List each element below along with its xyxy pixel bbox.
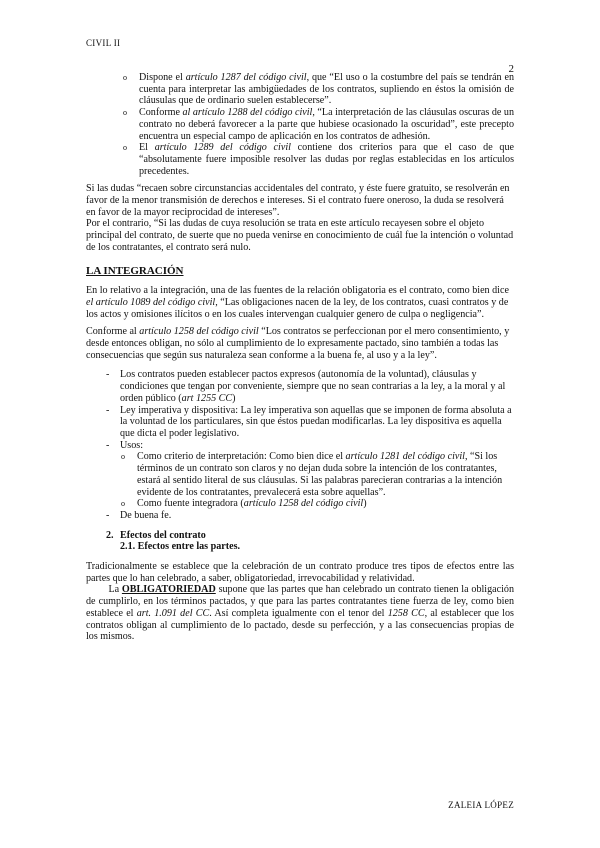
list-item: - Los contratos pueden establecer pactos expresos (autonomía de la voluntad), cláusulas y condiciones que tengan por conveniente, siempre que no sean contrarias a la ley, a la moral y al orden público (art 1255 CC) (106, 369, 506, 404)
circle-bullet-icon: o (121, 499, 125, 509)
legal-reference: art 1255 CC (181, 392, 233, 404)
legal-reference: artículo 1258 del código civil (139, 326, 259, 338)
circle-bullet-icon: o (123, 143, 127, 153)
paragraph-doubts: Si las dudas “recaen sobre circunstancias accidentales del contrato, y éste fuere gratuito, se resolverán en favor de la menor transmisión de derechos e intereses. Si el contrato fuere oneroso, la duda se resolverá en favor de la mayor reciprocidad de intereses”. (86, 183, 510, 218)
legal-reference: artículo 1287 del código civil (185, 72, 307, 83)
paragraph-1258: Conforme al artículo 1258 del código civil “Los contratos se perfeccionan por el mero consentimiento, y desde entonces obligan, no sólo al cumplimiento de lo expresamente pactado, sino también a todas las consecuencias que según sus naturaleza sean conforme a la buena fe, al uso y a la ley”. (86, 326, 510, 361)
legal-reference: artículo 1289 del código civil (154, 142, 291, 154)
dash-bullet-icon: - (106, 439, 110, 451)
running-footer: ZALEIA LÓPEZ (448, 800, 514, 810)
section-title: LA INTEGRACIÓN (86, 264, 184, 277)
legal-reference: art. 1.091 del CC (136, 607, 210, 619)
list-item: - Ley imperativa y dispositiva: La ley imperativa son aquellas que se imponen de forma absoluta a la voluntad de los particulares, sin que éstos puedan modificarlas. La ley dispositiva es aquella que dicta el poder legislativo. (106, 404, 512, 439)
list-item: o El artículo 1289 del código civil contiene dos criterios para que el caso de que “absolutamente fuere imposible resolver las dudas por reglas establecidas en los artículos precedentes. (123, 142, 515, 177)
document-body (86, 72, 514, 643)
numbered-heading: 2. Efectos del contrato (106, 529, 206, 541)
paragraph-effects: Tradicionalmente se establece que la celebración de un contrato produce tres tipos de efectos entre las partes que lo han celebrado, a saber, obligatoriedad, irrevocabilidad y relatividad. (86, 561, 514, 584)
list-item: - De buena fe. (106, 509, 172, 521)
legal-reference: artículo 1281 del código civil (345, 451, 465, 463)
list-item: o Dispone el artículo 1287 del código civil, que “El uso o la costumbre del país se tendrán en cuenta para interpretar las ambigüedades de los contratos, supliendo en éstos la omisión de cláusulas que de ordinario suelen establecerse”. (123, 72, 515, 107)
circle-bullet-icon: o (123, 108, 127, 118)
list-item: o Conforme al artículo 1288 del código civil, “La interpretación de las cláusulas oscuras de un contrato no deberá favorecer a la parte que hubiese ocasionado la oscuridad”, este precepto encuentra un especial campo de aplicación en los contratos de adhesión. (123, 107, 515, 142)
term-obligatoriedad: OBLIGATORIEDAD (121, 584, 216, 596)
circle-bullet-icon: o (123, 73, 127, 82)
legal-reference: al artículo 1288 del código civil (182, 107, 313, 119)
legal-reference: artículo 1258 del código civil (243, 498, 364, 510)
dash-bullet-icon: - (106, 404, 110, 416)
circle-bullet-icon: o (121, 452, 125, 462)
legal-reference: 1258 CC (387, 607, 425, 619)
dash-bullet-icon: - (106, 369, 110, 381)
page-number: 2 (508, 63, 514, 75)
paragraph-obligatoriedad: La OBLIGATORIEDAD supone que las partes que han celebrado un contrato tienen la obligación de cumplirlo, en los términos pactados, y que para las partes contratantes tiene fuerza de ley, como bien establece el art. 1.091 del CC. Así completa igualmente con el tenor del 1258 CC, al establecer que los contratos obligan al cumplimiento de lo pactado, desde su perfección, y a las consecuencias propias de los mismos. (86, 584, 515, 643)
sub-heading: 2.1. Efectos entre las partes. (120, 541, 241, 553)
legal-reference: el artículo 1089 del código civil (86, 296, 216, 308)
paragraph-integration: En lo relativo a la integración, una de las fuentes de la relación obligatoria es el contrato, como bien dice el artículo 1089 del código civil, “Las obligaciones nacen de la ley, de los contratos, cuasi contratos y de los actos y omisiones ilícitos o en los cuales intervengan cualquier genero de culpa o negligencia”. (86, 285, 509, 320)
list-item: o Como criterio de interpretación: Como bien dice el artículo 1281 del código civil, “Si los términos de un contrato son claros y no dejan duda sobre la intención de los contratantes, estará al sentido literal de sus cláusulas. Si las palabras parecieran contrarias a la intención evidente de los contratantes, prevalecerá esta sobre aquellas”. (121, 451, 503, 498)
running-header: CIVIL II (86, 38, 121, 48)
paragraph-contrary: Por el contrario, “Si las dudas de cuya resolución se trata en este artículo recayesen sobre el objeto principal del contrato, de suerte que no pueda venirse en conocimiento de cuál fue la intención o voluntad de los contratantes, el contrato será nulo. (86, 218, 514, 253)
dash-bullet-icon: - (106, 509, 110, 521)
list-item: - Usos: (106, 439, 143, 451)
list-item: o Como fuente integradora (artículo 1258 del código civil) (121, 498, 367, 510)
